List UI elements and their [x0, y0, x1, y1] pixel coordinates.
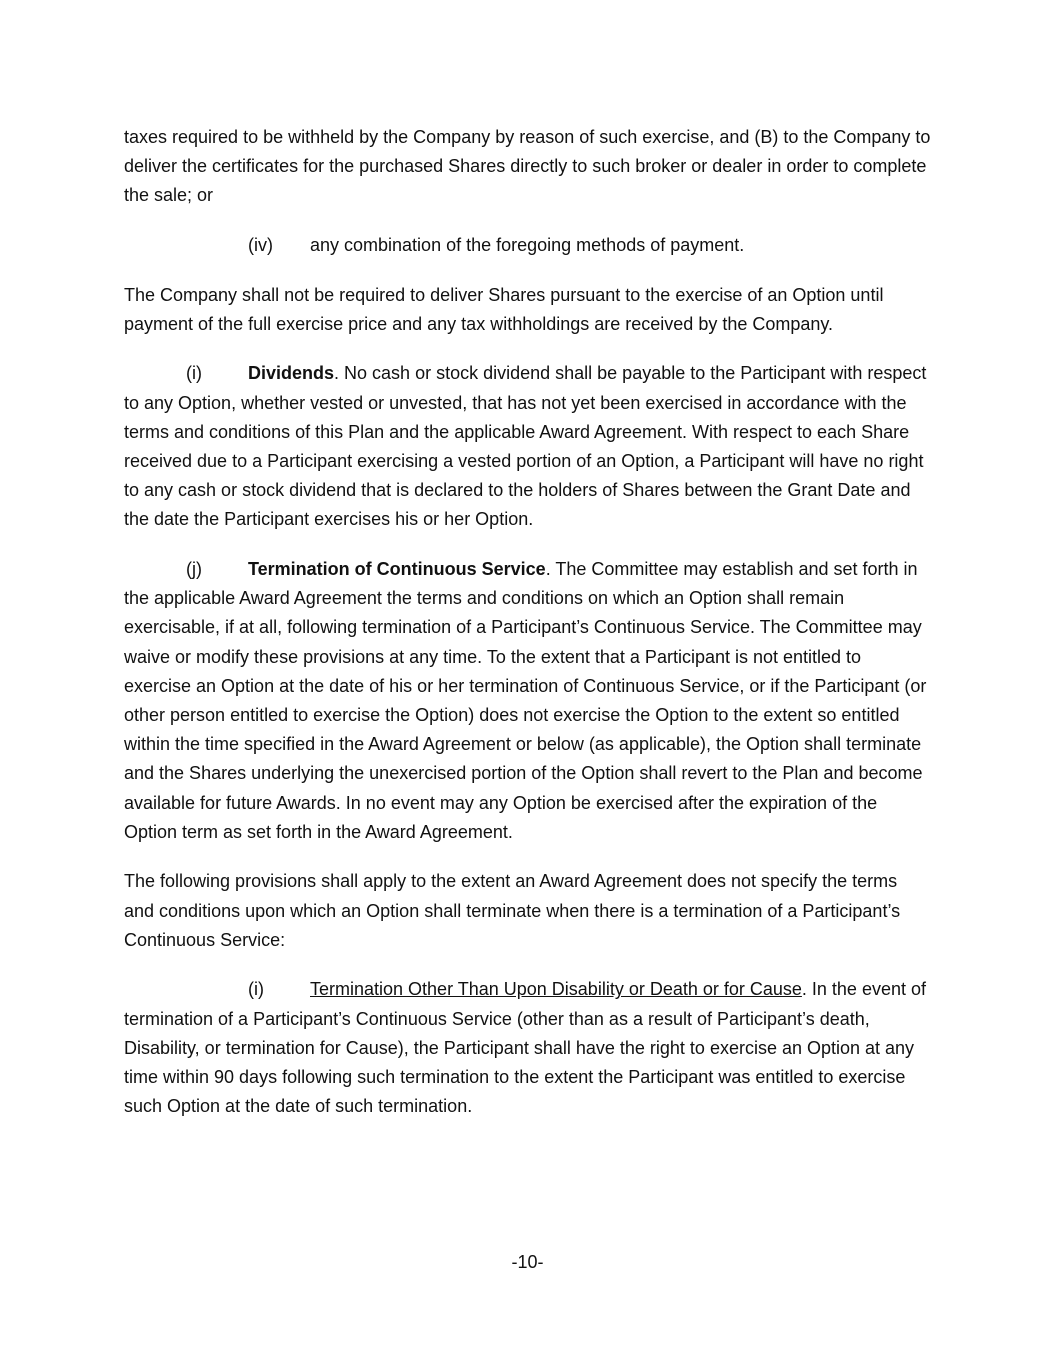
section-i-heading: Dividends: [248, 363, 335, 384]
subsection-i-heading: Termination Other Than Upon Disability or Death or for Cause: [310, 979, 802, 1000]
subsection-i-marker: (i): [248, 979, 264, 1000]
section-i-dividends: [124, 359, 932, 534]
section-j-marker: (j): [186, 559, 202, 579]
section-i-text: . No cash or stock dividend shall be payable to the Participant with respect to any Option, whether vested or unvested, that has not yet been exercised in accordance with the terms and conditions of this Plan and the applicable Award Agreement. With respect to each Share received due to a Participant exercising a vested portion of an Option, a Participant will have no right to any cash or stock dividend that is declared to the holders of Shares between the Grant Date and the date the Participant exercises his or her Option.: [124, 363, 927, 530]
page-number: -10-: [511, 1252, 544, 1272]
item-iv-marker: (iv): [248, 235, 273, 255]
item-iv: [124, 231, 932, 260]
following-paragraph: The following provisions shall apply to the extent an Award Agreement does not specify the terms and conditions upon which an Option shall terminate when there is a termination of a Participant’s Continuous Service:: [124, 871, 901, 950]
item-iv-text: any combination of the foregoing methods of payment.: [310, 235, 745, 255]
document-page: [124, 123, 932, 1142]
continuation-paragraph: taxes required to be withheld by the Company by reason of such exercise, and (B) to the Company to deliver the certificates for the purchased Shares directly to such broker or dealer in order to complete the sale; or: [124, 127, 931, 206]
subsection-i-termination-other: [124, 975, 932, 1121]
section-j-text: . The Committee may establish and set forth in the applicable Award Agreement the terms and conditions on which an Option shall remain exercisable, if at all, following termination of a Participant’s Continuous Service. The Committee may waive or modify these provisions at any time. To the extent that a Participant is not entitled to exercise an Option at the date of his or her termination of Continuous Service, or if the Participant (or other person entitled to exercise the Option) does not exercise the Option to the extent so entitled within the time specified in the Award Agreement or below (as applicable), the Option shall terminate and the Shares underlying the unexercised portion of the Option shall revert to the Plan and become available for future Awards. In no event may any Option be exercised after the expiration of the Option term as set forth in the Award Agreement.: [124, 559, 927, 842]
subsection-i-text: . In the event of termination of a Participant’s Continuous Service (other than as a result of Participant’s death, Disability, or termination for Cause), the Participant shall have the right to exercise an Option at any time within 90 days following such termination to the extent the Participant was entitled to exercise such Option at the date of such termination.: [124, 979, 926, 1117]
section-j-termination: [124, 555, 932, 847]
payment-paragraph: The Company shall not be required to deliver Shares pursuant to the exercise of an Option until payment of the full exercise price and any tax withholdings are received by the Company.: [124, 284, 884, 334]
section-j-heading: Termination of Continuous Service: [248, 559, 546, 579]
section-i-marker: (i): [186, 363, 202, 384]
